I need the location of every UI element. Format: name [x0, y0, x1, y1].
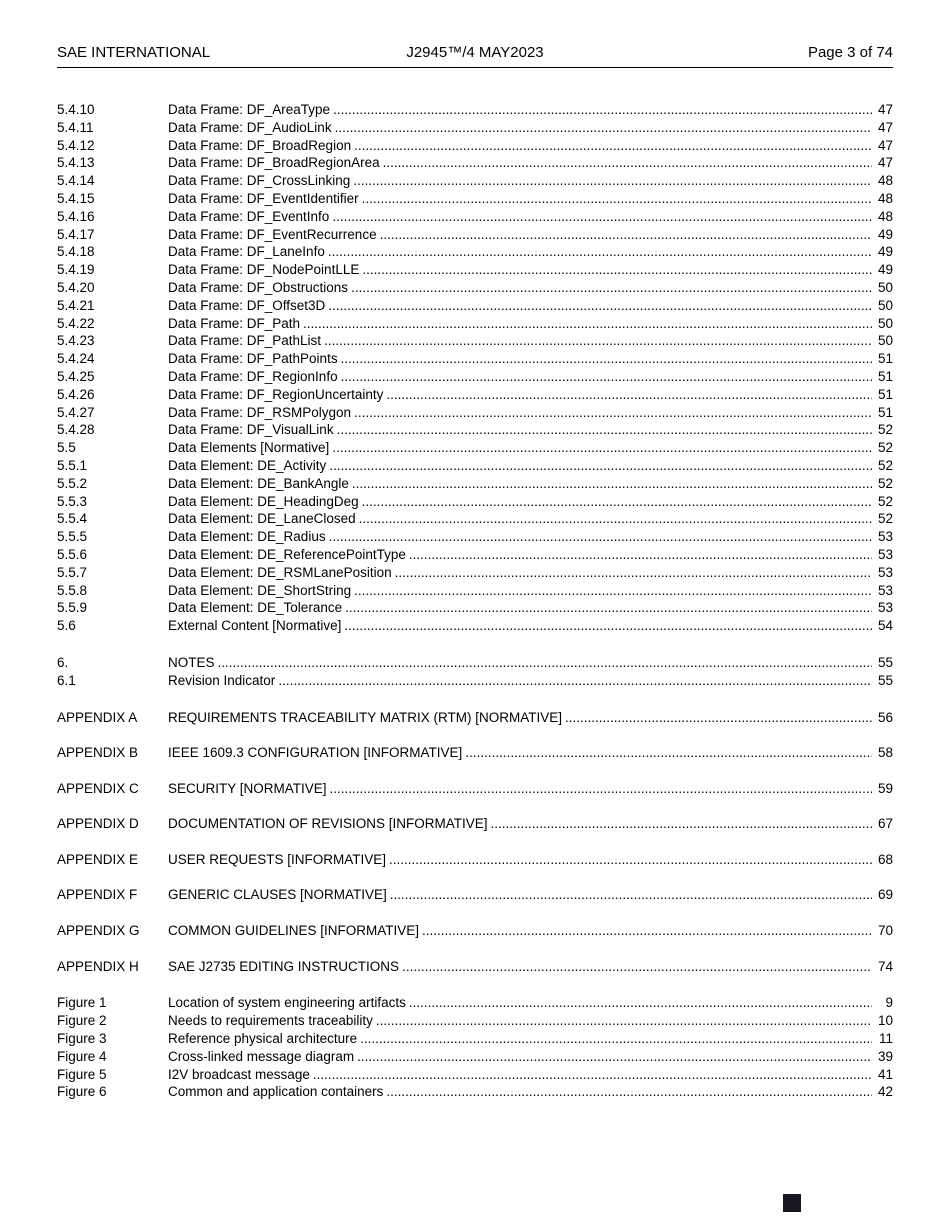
entry-title: COMMON GUIDELINES [INFORMATIVE]: [168, 923, 420, 939]
entry-page: 47: [877, 119, 893, 135]
toc-entry: [57, 493, 893, 511]
entry-title: SAE J2735 EDITING INSTRUCTIONS: [168, 958, 400, 974]
entry-number: APPENDIX G: [57, 923, 140, 939]
toc-entry: [57, 886, 893, 904]
dot-leader: [354, 404, 872, 422]
entry-number: 6.: [57, 654, 69, 670]
dot-leader: [278, 672, 872, 690]
toc-entry: [57, 617, 893, 635]
entry-page: 52: [877, 440, 893, 456]
entry-page: 49: [877, 226, 893, 242]
entry-page: 59: [877, 780, 893, 796]
entry-page: 48: [877, 208, 893, 224]
toc-entry: [57, 119, 893, 137]
dot-leader: [409, 994, 872, 1012]
entry-title: Cross-linked message diagram: [168, 1048, 355, 1064]
toc-entry: [57, 815, 893, 833]
dot-leader: [383, 154, 872, 172]
entry-page: 48: [877, 173, 893, 189]
toc-entry: [57, 421, 893, 439]
entry-title: Data Frame: DF_BroadRegion: [168, 137, 352, 153]
entry-number: Figure 5: [57, 1066, 107, 1082]
entry-title: DOCUMENTATION OF REVISIONS [INFORMATIVE]: [168, 816, 488, 832]
dot-leader: [359, 510, 872, 528]
entry-page: 51: [877, 351, 893, 367]
entry-title: Data Element: DE_Radius: [168, 529, 326, 545]
entry-page: 51: [877, 386, 893, 402]
entry-number: APPENDIX H: [57, 958, 139, 974]
entry-number: 5.4.23: [57, 333, 95, 349]
dot-leader: [422, 922, 872, 940]
toc-entry: [57, 922, 893, 940]
entry-title: Data Frame: DF_RSMPolygon: [168, 404, 352, 420]
entry-page: 70: [877, 923, 893, 939]
dot-leader: [341, 350, 872, 368]
dot-leader: [353, 172, 872, 190]
entry-title: Revision Indicator: [168, 672, 276, 688]
entry-number: 5.4.18: [57, 244, 95, 260]
dot-leader: [390, 886, 872, 904]
entry-number: 5.5.6: [57, 546, 88, 562]
entry-number: 5.4.12: [57, 137, 95, 153]
entry-title: Reference physical architecture: [168, 1031, 358, 1047]
entry-number: 5.5.9: [57, 600, 88, 616]
dot-leader: [303, 315, 872, 333]
entry-page: 53: [877, 600, 893, 616]
dot-leader: [333, 101, 872, 119]
toc-entry: [57, 1083, 893, 1101]
entry-page: 47: [877, 155, 893, 171]
entry-number: 5.5: [57, 440, 76, 456]
toc-entry: [57, 546, 893, 564]
entry-number: 5.4.22: [57, 315, 95, 331]
toc-entry: [57, 154, 893, 172]
toc-entry: [57, 672, 893, 690]
entry-page: 49: [877, 262, 893, 278]
entry-number: 5.4.13: [57, 155, 95, 171]
toc-entry: [57, 332, 893, 350]
toc-entry: [57, 1012, 893, 1030]
bottom-artifact: [783, 1194, 801, 1212]
entry-page: 50: [877, 333, 893, 349]
entry-title: Data Element: DE_Tolerance: [168, 600, 343, 616]
dot-leader: [491, 815, 872, 833]
toc-entry: [57, 350, 893, 368]
entry-title: Data Frame: DF_PathList: [168, 333, 322, 349]
toc-entry: [57, 528, 893, 546]
toc-entry: [57, 582, 893, 600]
toc-entry: [57, 243, 893, 261]
toc-entry: [57, 510, 893, 528]
toc-entry: [57, 439, 893, 457]
entry-number: Figure 3: [57, 1031, 107, 1047]
dot-leader: [380, 226, 872, 244]
entry-title: Needs to requirements traceability: [168, 1013, 373, 1029]
dot-leader: [351, 279, 872, 297]
toc-entry: [57, 457, 893, 475]
entry-page: 74: [877, 958, 893, 974]
entry-title: Data Frame: DF_PathPoints: [168, 351, 338, 367]
toc-entry: [57, 386, 893, 404]
entry-page: 52: [877, 422, 893, 438]
entry-number: 5.4.19: [57, 262, 95, 278]
entry-page: 10: [877, 1013, 893, 1029]
toc-entry: [57, 226, 893, 244]
header-publisher: SAE INTERNATIONAL: [57, 44, 211, 61]
entry-number: 5.4.28: [57, 422, 95, 438]
entry-title: Data Element: DE_Activity: [168, 457, 327, 473]
entry-page: 47: [877, 102, 893, 117]
entry-number: 5.5.4: [57, 511, 88, 527]
toc-entry: [57, 297, 893, 315]
header-page-indicator: Page 3 of 74: [807, 44, 894, 61]
toc-entry: [57, 994, 893, 1012]
dot-leader: [362, 190, 872, 208]
entry-number: Figure 1: [57, 995, 107, 1011]
entry-title: Data Frame: DF_RegionUncertainty: [168, 386, 384, 402]
toc-entry: [57, 709, 893, 727]
dot-leader: [386, 386, 872, 404]
dot-leader: [328, 243, 872, 261]
entry-title: Data Frame: DF_EventRecurrence: [168, 226, 377, 242]
entry-number: APPENDIX C: [57, 780, 139, 796]
page-header: [57, 44, 893, 68]
toc-entry: [57, 958, 893, 976]
entry-number: Figure 6: [57, 1084, 107, 1100]
entry-page: 50: [877, 315, 893, 331]
dot-leader: [345, 599, 872, 617]
entry-number: 5.5.5: [57, 529, 88, 545]
entry-title: IEEE 1609.3 CONFIGURATION [INFORMATIVE]: [168, 745, 463, 761]
entry-page: 50: [877, 297, 893, 313]
toc-entry: [57, 780, 893, 798]
toc-entry: [57, 137, 893, 155]
entry-page: 58: [877, 745, 893, 761]
dot-leader: [354, 137, 872, 155]
entry-number: 5.5.3: [57, 493, 88, 509]
dot-leader: [395, 564, 872, 582]
entry-page: 41: [877, 1066, 893, 1082]
entry-number: 5.4.14: [57, 173, 95, 189]
toc-entry: [57, 475, 893, 493]
table-of-contents: [57, 68, 893, 1101]
entry-page: 9: [885, 995, 893, 1011]
entry-number: 5.4.21: [57, 297, 95, 313]
dot-leader: [465, 744, 872, 762]
entry-title: SECURITY [NORMATIVE]: [168, 780, 327, 796]
toc-entry: [57, 654, 893, 672]
entry-title: Data Element: DE_ReferencePointType: [168, 546, 406, 562]
entry-number: APPENDIX B: [57, 745, 139, 761]
entry-title: GENERIC CLAUSES [NORMATIVE]: [168, 887, 387, 903]
entry-title: Data Element: DE_LaneClosed: [168, 511, 356, 527]
entry-page: 52: [877, 511, 893, 527]
toc-group-figures: [57, 994, 893, 1101]
entry-page: 51: [877, 404, 893, 420]
entry-number: APPENDIX A: [57, 709, 138, 725]
dot-leader: [337, 421, 872, 439]
dot-leader: [409, 546, 872, 564]
entry-page: 39: [877, 1048, 893, 1064]
dot-leader: [329, 457, 872, 475]
entry-number: 5.5.7: [57, 564, 88, 580]
entry-page: 54: [877, 618, 893, 634]
entry-title: Data Frame: DF_VisualLink: [168, 422, 334, 438]
entry-page: 52: [877, 475, 893, 491]
entry-number: 5.5.1: [57, 457, 88, 473]
entry-title: Data Elements [Normative]: [168, 440, 330, 456]
dot-leader: [344, 617, 872, 635]
entry-title: Data Frame: DF_Path: [168, 315, 301, 331]
entry-number: APPENDIX D: [57, 816, 139, 832]
entry-title: Location of system engineering artifacts: [168, 995, 406, 1011]
entry-page: 50: [877, 279, 893, 295]
toc-entry: [57, 404, 893, 422]
entry-number: 5.4.17: [57, 226, 95, 242]
toc-entry: [57, 208, 893, 226]
entry-title: NOTES: [168, 654, 215, 670]
dot-leader: [330, 780, 872, 798]
entry-title: Data Frame: DF_AudioLink: [168, 119, 332, 135]
entry-page: 53: [877, 564, 893, 580]
dot-leader: [335, 119, 872, 137]
entry-title: Data Element: DE_HeadingDeg: [168, 493, 359, 509]
dot-leader: [332, 208, 872, 226]
toc-entry: [57, 564, 893, 582]
entry-page: 56: [877, 709, 893, 725]
toc-entry: [57, 599, 893, 617]
entry-title: Data Frame: DF_AreaType: [168, 102, 331, 117]
entry-number: 5.5.2: [57, 475, 88, 491]
toc-entry: [57, 1030, 893, 1048]
entry-page: 53: [877, 529, 893, 545]
dot-leader: [354, 582, 872, 600]
entry-number: 5.4.16: [57, 208, 95, 224]
dot-leader: [357, 1048, 872, 1066]
entry-number: APPENDIX E: [57, 851, 139, 867]
dot-leader: [341, 368, 872, 386]
toc-entry: [57, 261, 893, 279]
entry-number: 5.4.24: [57, 351, 95, 367]
entry-title: Data Frame: DF_LaneInfo: [168, 244, 325, 260]
dot-leader: [362, 493, 872, 511]
entry-page: 52: [877, 493, 893, 509]
toc-entry: [57, 851, 893, 869]
entry-number: 5.4.10: [57, 102, 95, 117]
toc-entry: [57, 1066, 893, 1084]
entry-title: Data Element: DE_RSMLanePosition: [168, 564, 392, 580]
entry-number: Figure 4: [57, 1048, 107, 1064]
toc-group-section-6: [57, 654, 893, 690]
entry-page: 55: [877, 672, 893, 688]
dot-leader: [352, 475, 872, 493]
entry-page: 48: [877, 190, 893, 206]
dot-leader: [332, 439, 872, 457]
entry-page: 53: [877, 582, 893, 598]
dot-leader: [386, 1083, 872, 1101]
entry-page: 53: [877, 546, 893, 562]
dot-leader: [389, 851, 872, 869]
entry-page: 68: [877, 851, 893, 867]
entry-title: Data Frame: DF_RegionInfo: [168, 368, 338, 384]
entry-number: 5.4.25: [57, 368, 95, 384]
dot-leader: [402, 958, 872, 976]
entry-title: Data Frame: DF_Offset3D: [168, 297, 326, 313]
entry-page: 42: [877, 1084, 893, 1100]
entry-number: 5.4.15: [57, 190, 95, 206]
entry-page: 52: [877, 457, 893, 473]
entry-page: 47: [877, 137, 893, 153]
dot-leader: [218, 654, 872, 672]
entry-title: Data Frame: DF_EventIdentifier: [168, 190, 359, 206]
toc-entry: [57, 190, 893, 208]
dot-leader: [328, 297, 872, 315]
entry-number: 5.4.26: [57, 386, 95, 402]
entry-title: Data Element: DE_ShortString: [168, 582, 352, 598]
toc-group-appendices: [57, 709, 893, 976]
entry-page: 49: [877, 244, 893, 260]
entry-number: 5.4.20: [57, 279, 95, 295]
toc-entry: [57, 315, 893, 333]
entry-number: APPENDIX F: [57, 887, 138, 903]
entry-number: Figure 2: [57, 1013, 107, 1029]
entry-title: External Content [Normative]: [168, 618, 342, 634]
toc-entry: [57, 172, 893, 190]
entry-number: 5.5.8: [57, 582, 88, 598]
toc-entry: [57, 744, 893, 762]
entry-page: 67: [877, 816, 893, 832]
toc-entry: [57, 1048, 893, 1066]
entry-title: Data Frame: DF_Obstructions: [168, 279, 349, 295]
toc-entry: [57, 101, 893, 119]
dot-leader: [565, 709, 872, 727]
entry-title: Data Frame: DF_CrossLinking: [168, 173, 351, 189]
dot-leader: [360, 1030, 872, 1048]
entry-title: Data Frame: DF_EventInfo: [168, 208, 330, 224]
entry-title: Common and application containers: [168, 1084, 384, 1100]
entry-title: Data Frame: DF_BroadRegionArea: [168, 155, 380, 171]
toc-entry: [57, 279, 893, 297]
entry-number: 5.6: [57, 618, 76, 634]
toc-entry: [57, 368, 893, 386]
dot-leader: [329, 528, 872, 546]
entry-title: I2V broadcast message: [168, 1066, 310, 1082]
entry-title: Data Frame: DF_NodePointLLE: [168, 262, 360, 278]
header-document-id: J2945™/4 MAY2023: [406, 44, 544, 61]
document-page: [57, 0, 893, 1101]
entry-page: 11: [878, 1031, 893, 1047]
dot-leader: [376, 1012, 872, 1030]
entry-page: 69: [877, 887, 893, 903]
dot-leader: [313, 1066, 872, 1084]
dot-leader: [362, 261, 872, 279]
entry-number: 5.4.11: [57, 119, 94, 135]
entry-title: USER REQUESTS [INFORMATIVE]: [168, 851, 387, 867]
entry-title: Data Element: DE_BankAngle: [168, 475, 349, 491]
entry-page: 55: [877, 654, 893, 670]
dot-leader: [324, 332, 872, 350]
entry-number: 5.4.27: [57, 404, 95, 420]
entry-title: REQUIREMENTS TRACEABILITY MATRIX (RTM) [NORMATIVE]: [168, 709, 563, 725]
entry-number: 6.1: [57, 672, 76, 688]
toc-group-section-5: [57, 101, 893, 635]
entry-page: 51: [877, 368, 893, 384]
